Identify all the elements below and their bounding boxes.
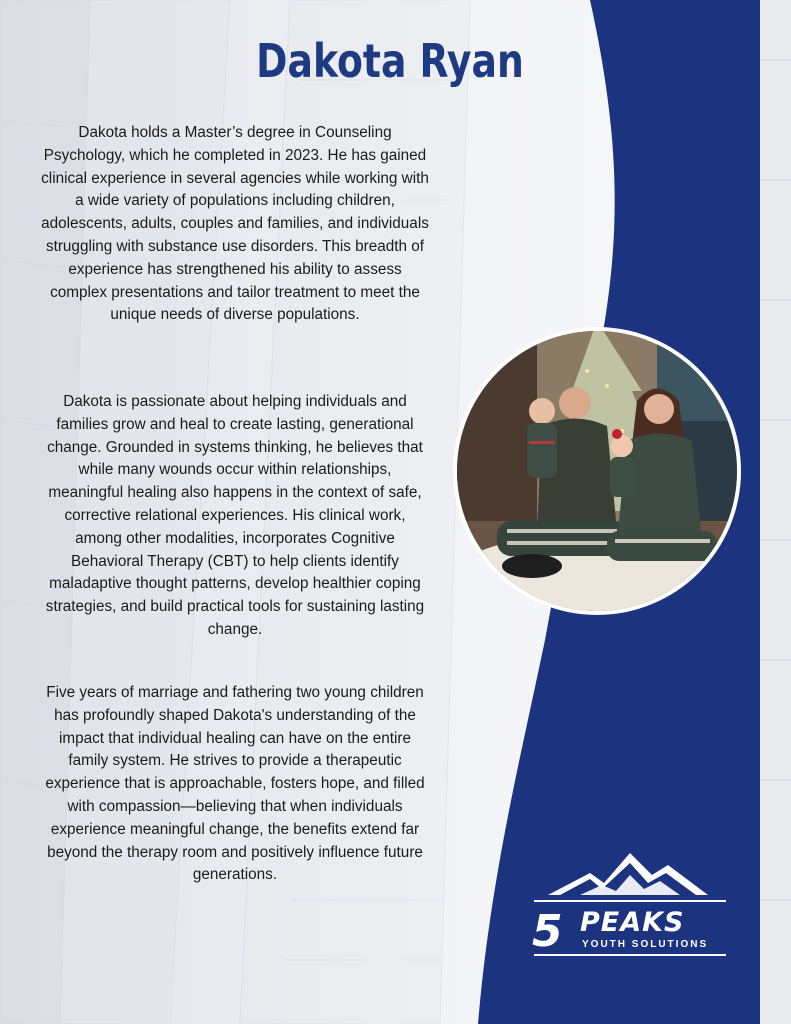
bio-paragraph-education: Dakota holds a Master’s degree in Counseling Psychology, which he completed in 2023. He has gained clinical experience in several agencies while working with a wide variety of populations including children, adolescents, adults, couples and families, and individuals struggling with substance use disorders. This breadth of experience has strengthened his ability to assess complex presentations and tailor treatment to meet the unique needs of diverse populations.: [41, 124, 429, 324]
bio-paragraph-approach: Dakota is passionate about helping individuals and families grow and heal to create lasting, generational change. Grounded in systems thinking, he believes that while many wounds occur within relationships, meaningful healing also happens in the context of safe, corrective relational experiences. His clinical work, among other modalities, incorporates Cognitive Behavioral Therapy (CBT) to help clients identify maladaptive thought patterns, develop healthier coping strategies, and build practical tools for sustaining lasting change.: [45, 393, 425, 638]
logo-tagline: YOUTH SOLUTIONS: [582, 939, 709, 950]
family-photo: [457, 331, 737, 611]
mountain-icon: [548, 853, 708, 895]
company-logo: [520, 845, 740, 965]
logo-word: PEAKS: [580, 907, 685, 938]
logo-number: 5: [532, 906, 563, 957]
family-photo-frame: [453, 327, 741, 615]
bio-paragraph-family: Five years of marriage and fathering two young children has profoundly shaped Dakota's understanding of the impact that individual healing can have on the entire family system. He strives to provide a therapeutic experience that is approachable, fosters hope, and filled with compassion—believing that when individuals experience meaningful change, the benefits extend far beyond the therapy room and positively influence future generations.: [45, 684, 425, 884]
page-title: Dakota Ryan: [256, 34, 524, 88]
